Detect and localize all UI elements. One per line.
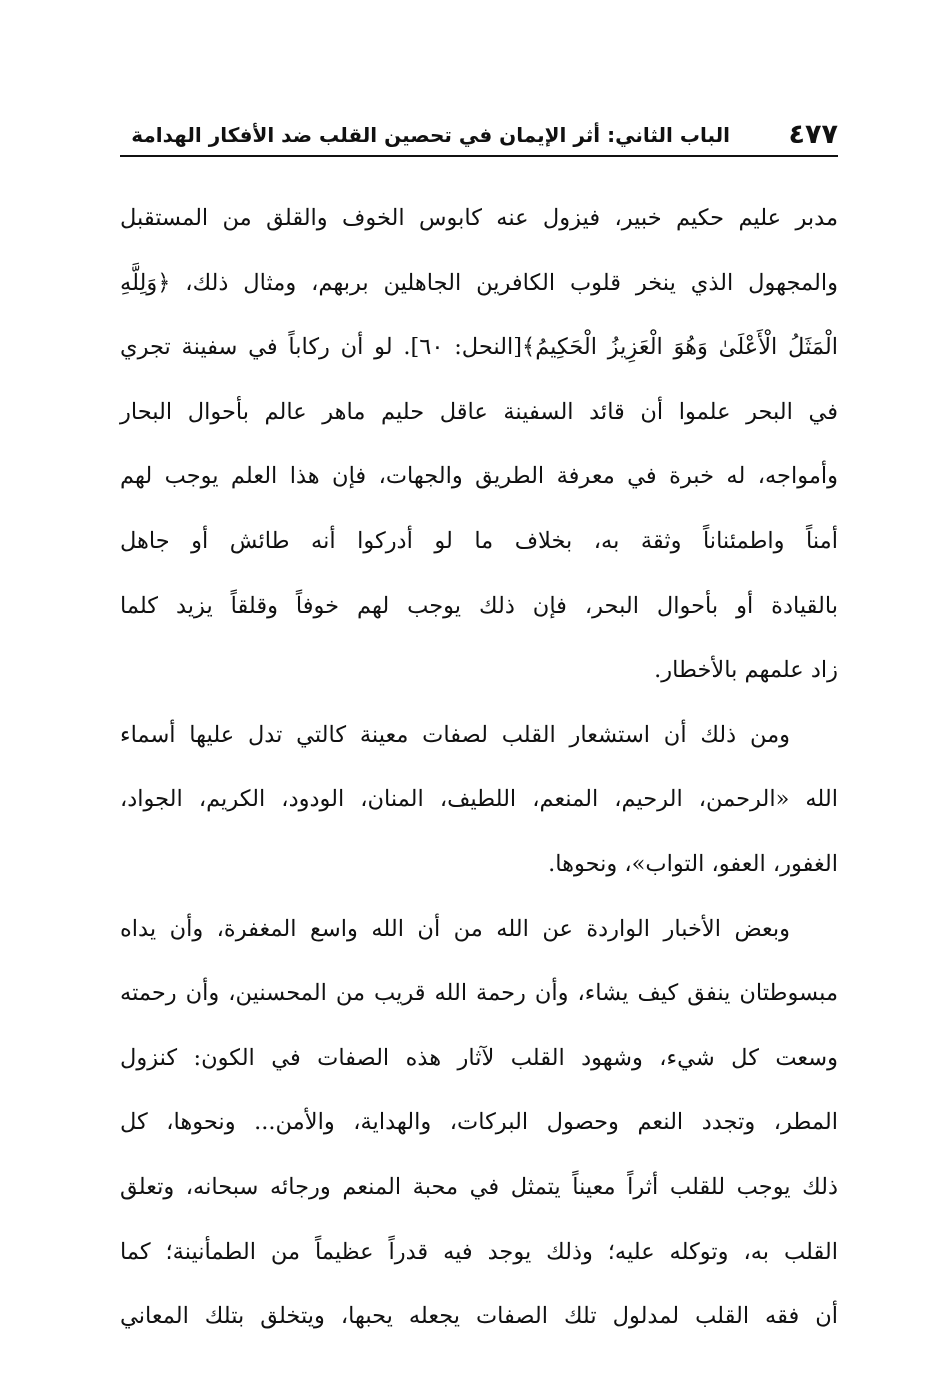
paragraph-end-line: الغفور، العفو، التواب»، ونحوها.	[548, 850, 838, 877]
paragraph-end-line: زاد علمهم بالأخطار.	[654, 657, 838, 684]
text-line: في البحر علموا أن قائد السفينة عاقل حليم ماهر عالم بأحوال البحار	[120, 398, 838, 425]
body-text	[120, 186, 838, 1349]
text-line: الله «الرحمن، الرحيم، المنعم، اللطيف، المنان، الودود، الكريم، الجواد،	[120, 786, 838, 813]
text-line: بالقيادة أو بأحوال البحر، فإن ذلك يوجب لهم خوفاً وقلقاً يزيد كلما	[120, 592, 838, 619]
text-line: المطر، وتجدد النعم وحصول البركات، والهداية، والأمن... ونحوها، كل	[120, 1109, 838, 1136]
text-line: والمجهول الذي ينخر قلوب الكافرين الجاهلين بربهم، ومثال ذلك، ﴿وَلِلَّهِ	[120, 269, 838, 296]
chapter-title: الباب الثاني: أثر الإيمان في تحصين القلب ضد الأفكار الهدامة	[131, 123, 730, 147]
text-line: القلب به، وتوكله عليه؛ وذلك يوجد فيه قدراً عظيماً من الطمأنينة؛ كما	[120, 1238, 838, 1265]
text-line: وسعت كل شيء، وشهود القلب لآثار هذه الصفات في الكون: كنزول	[120, 1044, 838, 1071]
paragraph-start-line: ومن ذلك أن استشعار القلب لصفات معينة كالتي تدل عليها أسماء	[120, 721, 790, 748]
text-line: مدبر عليم حكيم خبير، فيزول عنه كابوس الخوف والقلق من المستقبل	[120, 205, 838, 231]
text-line: ذلك يوجب للقلب أثراً معيناً يتمثل في محبة المنعم ورجائه سبحانه، وتعلق	[120, 1173, 838, 1200]
page-number: ٤٧٧	[788, 119, 838, 150]
text-line: وأمواجه، له خبرة في معرفة الطريق والجهات، فإن هذا العلم يوجب لهم	[120, 463, 838, 490]
text-line: أمناً واطمئناناً وثقة به، بخلاف ما لو أدركوا أنه طائش أو جاهل	[120, 527, 838, 554]
text-line: مبسوطتان ينفق كيف يشاء، وأن رحمة الله قريب من المحسنين، وأن رحمته	[120, 980, 838, 1007]
running-header	[120, 112, 838, 156]
header-divider	[120, 155, 838, 157]
quran-verse-line: الْمَثَلُ الْأَعْلَىٰ وَهُوَ الْعَزِيزُ الْحَكِيمُ﴾[النحل: ٦٠]. لو أن ركاباً في سفينة تجري	[120, 334, 838, 361]
paragraph-start-line: وبعض الأخبار الواردة عن الله من أن الله واسع المغفرة، وأن يداه	[120, 915, 790, 942]
text-line: أن فقه القلب لمدلول تلك الصفات يجعله يحبها، ويتخلق بتلك المعاني	[120, 1303, 838, 1330]
